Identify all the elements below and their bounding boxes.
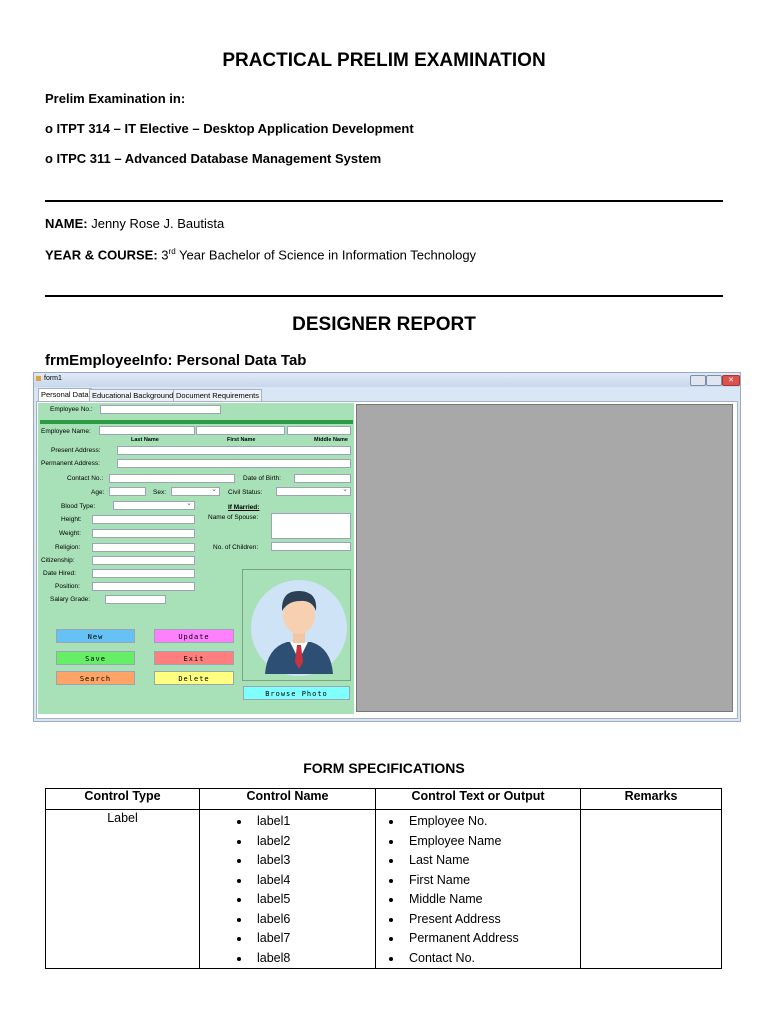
list-item: • Last Name bbox=[403, 851, 580, 871]
age-label: Age: bbox=[91, 489, 105, 496]
religion-label: Religion: bbox=[55, 544, 81, 551]
report-subtitle: frmEmployeeInfo: Personal Data Tab bbox=[45, 352, 307, 369]
column-header: Remarks bbox=[581, 789, 722, 810]
specs-table bbox=[45, 788, 722, 969]
blood-type-dropdown[interactable] bbox=[113, 501, 195, 510]
update-button[interactable]: Update bbox=[154, 629, 234, 643]
employee-photo-frame bbox=[242, 569, 351, 681]
employee-no-label: Employee No.: bbox=[50, 406, 93, 413]
height-input[interactable] bbox=[92, 515, 195, 524]
middle-name-label: Middle Name bbox=[314, 437, 348, 443]
last-name-label: Last Name bbox=[131, 437, 159, 443]
divider bbox=[45, 200, 723, 202]
contact-no-input[interactable] bbox=[109, 474, 235, 483]
control-output-cell bbox=[376, 810, 581, 969]
exit-button[interactable]: Exit bbox=[154, 651, 234, 665]
remarks-cell bbox=[581, 810, 722, 969]
permanent-address-label: Permanent Address: bbox=[41, 460, 100, 467]
date-of-birth-input[interactable] bbox=[294, 474, 351, 483]
no-of-children-label: No. of Children: bbox=[213, 544, 259, 551]
position-label: Position: bbox=[55, 583, 80, 590]
table-header-row bbox=[46, 789, 722, 810]
present-address-input[interactable] bbox=[117, 446, 351, 455]
civil-status-label: Civil Status: bbox=[228, 489, 263, 496]
delete-button[interactable]: Delete bbox=[154, 671, 234, 685]
list-item: • label1 bbox=[251, 812, 375, 832]
green-divider bbox=[40, 420, 353, 424]
course-item-2: o ITPC 311 – Advanced Database Management System bbox=[45, 151, 382, 166]
column-header: Control Name bbox=[200, 789, 376, 810]
search-button[interactable]: Search bbox=[56, 671, 135, 685]
column-header: Control Type bbox=[46, 789, 200, 810]
religion-input[interactable] bbox=[92, 543, 195, 552]
tab-personal-data[interactable]: Personal Data bbox=[38, 388, 92, 401]
employee-avatar-icon bbox=[243, 570, 350, 680]
column-header: Control Text or Output bbox=[376, 789, 581, 810]
list-item: • Present Address bbox=[403, 910, 580, 930]
data-grid-area bbox=[356, 404, 733, 712]
student-name bbox=[45, 216, 224, 231]
report-title: DESIGNER REPORT bbox=[292, 314, 476, 335]
control-output-list bbox=[376, 812, 580, 968]
height-label: Height: bbox=[61, 516, 82, 523]
list-item: • label6 bbox=[251, 910, 375, 930]
no-of-children-input[interactable] bbox=[271, 542, 351, 551]
year-number: 3 bbox=[157, 247, 169, 263]
date-of-birth-label: Date of Birth: bbox=[243, 475, 281, 482]
window-titlebar bbox=[34, 373, 740, 387]
table-row bbox=[46, 810, 722, 969]
civil-status-dropdown[interactable] bbox=[276, 487, 351, 496]
permanent-address-input[interactable] bbox=[117, 459, 351, 468]
spouse-label: Name of Spouse: bbox=[208, 514, 259, 521]
control-name-list bbox=[200, 812, 375, 968]
exam-intro: Prelim Examination in: bbox=[45, 91, 186, 106]
tab-educational-background[interactable]: Educational Background bbox=[89, 389, 176, 401]
present-address-label: Present Address: bbox=[51, 447, 101, 454]
citizenship-input[interactable] bbox=[92, 556, 195, 565]
form-window bbox=[33, 372, 741, 722]
sex-label: Sex: bbox=[153, 489, 167, 496]
employee-no-input[interactable] bbox=[100, 405, 221, 414]
specs-title: FORM SPECIFICATIONS bbox=[303, 760, 465, 776]
spouse-input[interactable] bbox=[271, 513, 351, 539]
control-type-cell: Label bbox=[46, 810, 200, 969]
middle-name-input[interactable] bbox=[287, 426, 351, 435]
browse-photo-button[interactable]: Browse Photo bbox=[243, 686, 350, 700]
employee-name-label: Employee Name: bbox=[41, 428, 91, 435]
year-course bbox=[45, 247, 476, 262]
maximize-button[interactable] bbox=[706, 375, 722, 386]
if-married-label: If Married: bbox=[228, 504, 260, 511]
first-name-label: First Name bbox=[227, 437, 256, 443]
close-button[interactable]: ✕ bbox=[722, 375, 740, 386]
sex-dropdown[interactable] bbox=[171, 487, 220, 496]
list-item: • Employee Name bbox=[403, 832, 580, 852]
position-input[interactable] bbox=[92, 582, 195, 591]
year-suffix: rd bbox=[168, 247, 176, 256]
list-item: • label8 bbox=[251, 949, 375, 969]
salary-grade-label: Salary Grade: bbox=[50, 596, 91, 603]
list-item: • First Name bbox=[403, 871, 580, 891]
salary-grade-input[interactable] bbox=[105, 595, 166, 604]
citizenship-label: Citizenship: bbox=[41, 557, 75, 564]
list-item: • Contact No. bbox=[403, 949, 580, 969]
age-input[interactable] bbox=[109, 487, 146, 496]
year-course-value: Year Bachelor of Science in Information Technology bbox=[175, 247, 477, 263]
list-item: • Permanent Address bbox=[403, 929, 580, 949]
list-item: • label2 bbox=[251, 832, 375, 852]
year-course-label: YEAR & COURSE: bbox=[45, 247, 158, 263]
name-value: Jenny Rose J. Bautista bbox=[87, 216, 225, 231]
list-item: • label7 bbox=[251, 929, 375, 949]
minimize-button[interactable] bbox=[690, 375, 706, 386]
tab-document-requirements[interactable]: Document Requirements bbox=[173, 389, 262, 401]
date-hired-input[interactable] bbox=[92, 569, 195, 578]
first-name-input[interactable] bbox=[196, 426, 285, 435]
course-item-1: o ITPT 314 – IT Elective – Desktop Application Development bbox=[45, 121, 414, 136]
divider bbox=[45, 295, 723, 297]
date-hired-label: Date Hired: bbox=[43, 570, 76, 577]
weight-label: Weight: bbox=[59, 530, 81, 537]
name-label: NAME: bbox=[45, 216, 88, 231]
list-item: • Employee No. bbox=[403, 812, 580, 832]
window-title: form1 bbox=[44, 375, 62, 382]
last-name-input[interactable] bbox=[99, 426, 195, 435]
list-item: • label3 bbox=[251, 851, 375, 871]
list-item: • label5 bbox=[251, 890, 375, 910]
contact-no-label: Contact No.: bbox=[67, 475, 104, 482]
list-item: • label4 bbox=[251, 871, 375, 891]
blood-type-label: Blood Type: bbox=[61, 503, 96, 510]
weight-input[interactable] bbox=[92, 529, 195, 538]
control-name-cell bbox=[200, 810, 376, 969]
page-title: PRACTICAL PRELIM EXAMINATION bbox=[222, 50, 546, 71]
save-button[interactable]: Save bbox=[56, 651, 135, 665]
app-icon bbox=[36, 376, 41, 381]
list-item: • Middle Name bbox=[403, 890, 580, 910]
new-button[interactable]: New bbox=[56, 629, 135, 643]
